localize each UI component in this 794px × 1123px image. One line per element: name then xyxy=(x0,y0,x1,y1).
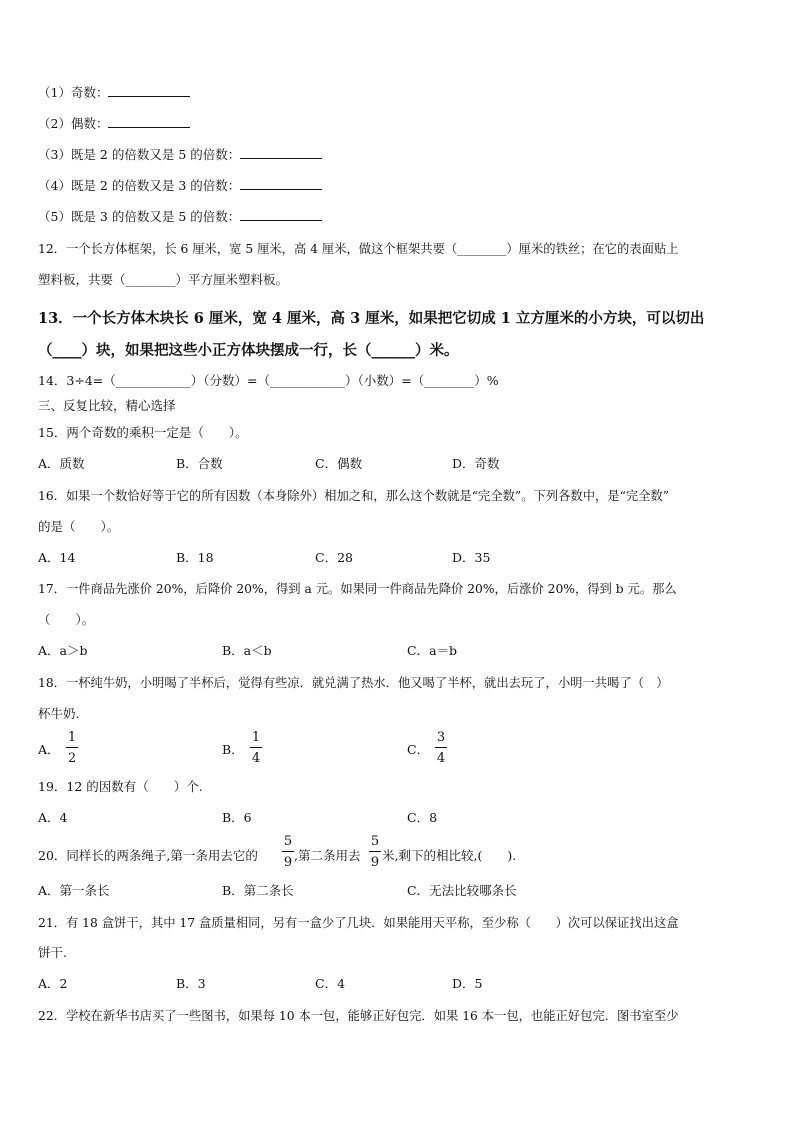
section-heading: 三、反复比较，精心选择 xyxy=(38,398,176,413)
question-17-line-1: 17．一件商品先涨价 20%，后降价 20%，得到 a 元。如果同一件商品先降价 20%，后涨价 20%，得到 b 元。那么 xyxy=(38,582,677,596)
question-14: 14．3÷4=（____________）（分数）=（____________）（小数）=（________）% xyxy=(38,373,499,388)
fraction xyxy=(369,835,381,869)
option-d[interactable]: D．35 xyxy=(452,550,491,565)
option-a[interactable]: A．a＞b xyxy=(38,643,88,658)
question-19-stem: 19．12 的因数有（ ）个. xyxy=(38,779,203,794)
question-13-line-2: （____）块，如果把这些小正方体块摆成一行，长（______）米。 xyxy=(38,342,459,359)
sub-item-5-label: （5）既是 3 的倍数又是 5 的倍数： xyxy=(38,209,241,224)
question-21-line-2: 饼干. xyxy=(38,945,67,960)
sub-item-4-label: （4）既是 2 的倍数又是 3 的倍数： xyxy=(38,178,241,193)
fraction-numerator: 1 xyxy=(251,730,261,745)
option-c[interactable]: C．无法比较哪条长 xyxy=(407,883,517,898)
answer-blank[interactable] xyxy=(108,115,190,128)
option-c[interactable]: C．4 xyxy=(315,976,346,991)
fraction-denominator: 2 xyxy=(67,751,77,766)
option-c[interactable]: C． xyxy=(407,742,430,757)
option-a[interactable]: A． xyxy=(38,742,60,757)
fraction xyxy=(435,731,447,765)
question-18-line-2: 杯牛奶. xyxy=(38,706,80,721)
option-b[interactable]: B．a＜b xyxy=(222,643,272,658)
fraction xyxy=(66,731,78,765)
question-18-line-1: 18．一杯纯牛奶，小明喝了半杯后，觉得有些凉．就兑满了热水．他又喝了半杯，就出去玩了，小明一共喝了（ ） xyxy=(38,676,669,690)
option-a[interactable]: A．4 xyxy=(38,810,68,825)
option-a[interactable]: A．14 xyxy=(38,550,76,565)
answer-blank[interactable] xyxy=(108,84,190,97)
fraction-numerator: 5 xyxy=(370,834,380,849)
sub-item-2-label: （2）偶数： xyxy=(38,116,109,131)
question-20-part-3: 米,剩下的相比较,( ). xyxy=(382,848,517,863)
fraction-denominator: 9 xyxy=(283,855,293,870)
fraction-numerator: 1 xyxy=(67,730,77,745)
option-c[interactable]: C．8 xyxy=(407,810,438,825)
fraction-denominator: 4 xyxy=(436,751,446,766)
option-d[interactable]: D．5 xyxy=(452,976,483,991)
option-b[interactable]: B．合数 xyxy=(176,456,223,471)
option-c[interactable]: C．偶数 xyxy=(315,456,363,471)
option-b[interactable]: B．6 xyxy=(222,810,252,825)
question-16-line-1: 16．如果一个数恰好等于它的所有因数（本身除外）相加之和，那么这个数就是“完全数”。下列各数中，是“完全数” xyxy=(38,489,670,503)
sub-item-3 xyxy=(38,145,322,163)
question-20-part-2: ,第二条用去 xyxy=(294,848,361,863)
sub-item-1-label: （1）奇数： xyxy=(38,85,109,100)
answer-blank[interactable] xyxy=(240,208,322,221)
question-15-stem: 15．两个奇数的乘积一定是（ ）。 xyxy=(38,425,248,440)
question-17-line-2: （ ）。 xyxy=(38,612,95,627)
sub-item-1 xyxy=(38,83,190,101)
sub-item-2 xyxy=(38,114,190,132)
fraction xyxy=(250,731,262,765)
fraction-numerator: 3 xyxy=(436,730,446,745)
option-d[interactable]: D．奇数 xyxy=(452,456,500,471)
option-b[interactable]: B．第二条长 xyxy=(222,883,294,898)
sub-item-3-label: （3）既是 2 的倍数又是 5 的倍数： xyxy=(38,147,241,162)
question-20-part-1: 20．同样长的两条绳子,第一条用去它的 xyxy=(38,848,258,863)
option-b[interactable]: B． xyxy=(222,742,244,757)
option-c[interactable]: C．a＝b xyxy=(407,643,458,658)
question-13-line-1: 13．一个长方体木块长 6 厘米，宽 4 厘米，高 3 厘米，如果把它切成 1 立方厘米的小方块，可以切出 xyxy=(38,310,705,327)
fraction-denominator: 4 xyxy=(251,751,261,766)
option-c[interactable]: C．28 xyxy=(315,550,353,565)
fraction xyxy=(282,835,294,869)
question-22-line-1: 22．学校在新华书店买了一些图书，如果每 10 本一包，能够正好包完．如果 16 本一包，也能正好包完．图书室至少 xyxy=(38,1009,679,1023)
answer-blank[interactable] xyxy=(240,146,322,159)
option-b[interactable]: B．18 xyxy=(176,550,214,565)
fraction-denominator: 9 xyxy=(370,855,380,870)
option-b[interactable]: B．3 xyxy=(176,976,206,991)
question-21-line-1: 21．有 18 盒饼干，其中 17 盒质量相同，另有一盒少了几块．如果能用天平称，至少称（ ）次可以保证找出这盒 xyxy=(38,916,679,930)
sub-item-4 xyxy=(38,176,322,194)
option-a[interactable]: A．质数 xyxy=(38,456,85,471)
question-12-line-1: 12．一个长方体框架，长 6 厘米，宽 5 厘米，高 4 厘米，做这个框架共要（________）厘米的铁丝；在它的表面贴上 xyxy=(38,242,679,256)
question-16-line-2: 的是（ ）。 xyxy=(38,519,120,534)
option-a[interactable]: A．2 xyxy=(38,976,68,991)
answer-blank[interactable] xyxy=(240,177,322,190)
option-a[interactable]: A．第一条长 xyxy=(38,883,110,898)
sub-item-5 xyxy=(38,207,322,225)
fraction-numerator: 5 xyxy=(283,834,293,849)
question-12-line-2: 塑料板，共要（________）平方厘米塑料板。 xyxy=(38,272,289,287)
